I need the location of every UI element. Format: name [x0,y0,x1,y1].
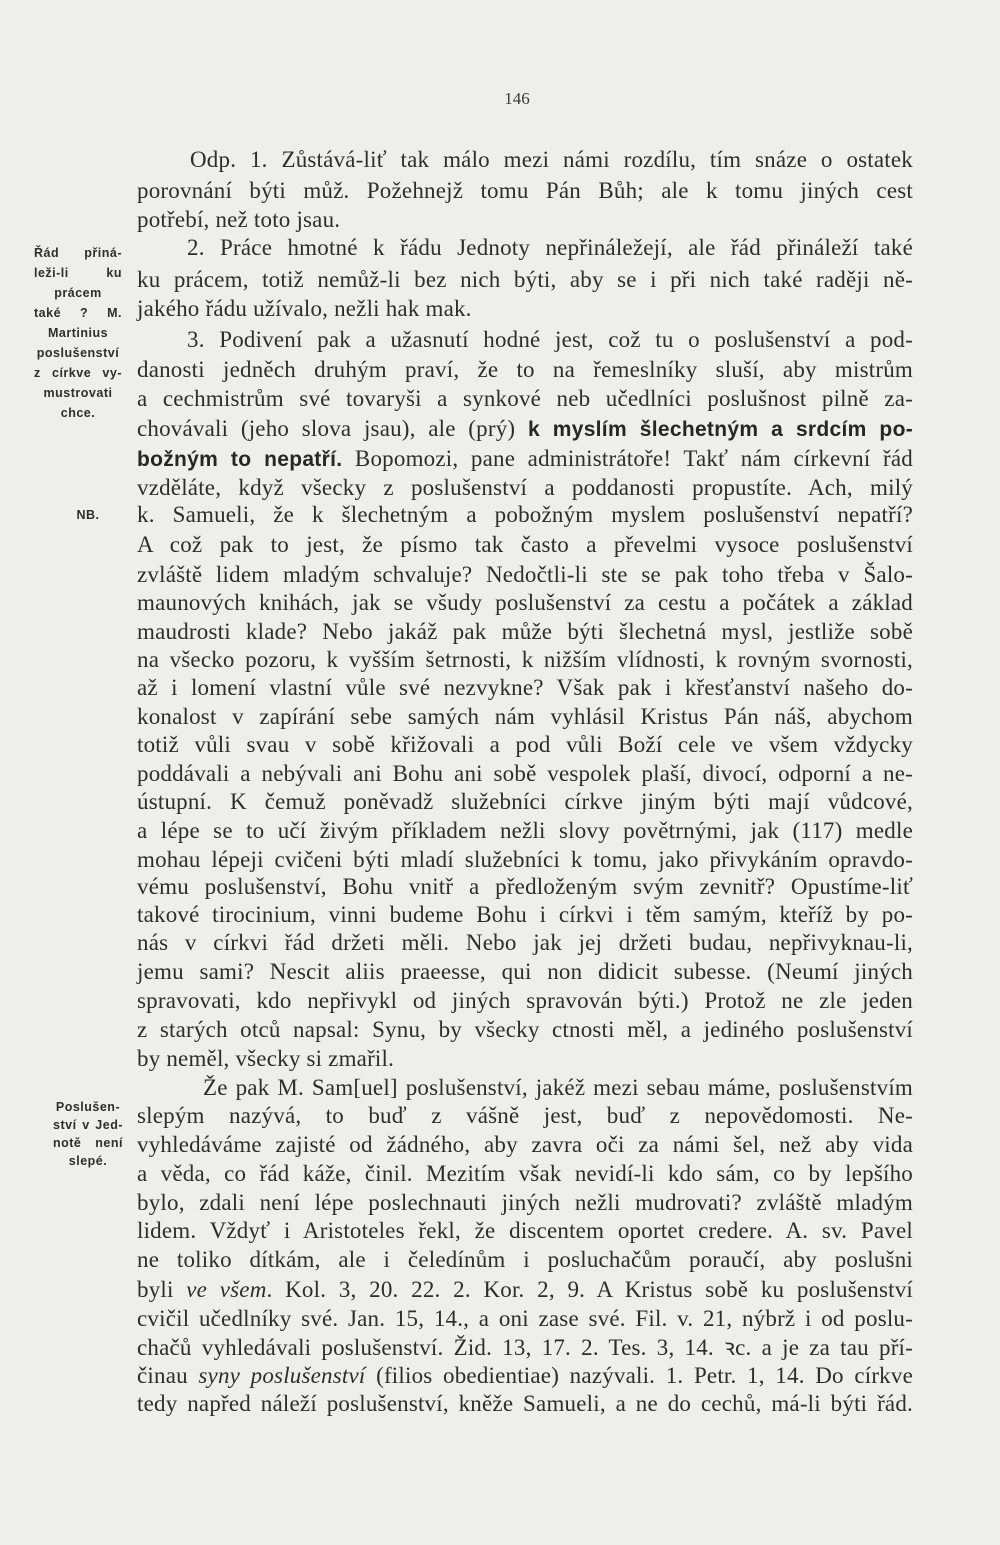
text-line: na všecko pozoru, k vyšším šetrnosti, k nižším vlídnosti, k rovným svornosti, [137,647,913,672]
emphasis-italic: ve všem [186,1277,267,1302]
text-line [137,1276,913,1304]
text-line: vému poslušenství, Bohu vnitř a předloženým svým zevnitř? Opustíme-liť [137,874,913,899]
margin-note-line: Poslušen- [55,1100,121,1114]
emphasis-bold: božným to nepatří. [137,448,343,471]
text-line: spravovati, kdo nepřivykl od jiných spravován býti.) Protož ne zle jeden [137,988,913,1013]
text-line [137,415,913,443]
text-line: bylo, zdali není lépe poslechnauti jiných nežli mudrovati? zvláště mladým [137,1190,913,1215]
margin-note-line: mustrovati [43,386,113,400]
text-line: 2. Práce hmotné k řádu Jednoty nepřináležejí, ale řád přináleží také [187,235,913,260]
text-line: a věda, co řád káže, činil. Mezitím však nevidí-li kdo sám, co by lepšího [137,1161,913,1186]
text-line: nás v církvi řád držeti měli. Nebo jak jej držeti budau, nepřivyknau-li, [137,930,913,955]
text-line: mohau lépeji cvičeni býti mladí služebníci k tomu, jako přivykáním opravdo- [137,847,913,872]
text-line: poddávali a nebývali ani Bohu ani sobě vespolek plaší, divocí, odporní a ne- [137,761,913,786]
margin-note-line: Řád přiná- [34,246,122,260]
text-line: maudrosti klade? Nebo jakáž pak může býti šlechetná mysl, jestliže sobě [137,619,913,644]
text-segment: činau [137,1363,199,1388]
text-line: jemu sami? Nescit aliis praeesse, qui non didicit subesse. (Neumí jiných [137,959,913,984]
margin-note-line: notě není [53,1136,123,1150]
text-line: porovnání býti můž. Požehnejž tomu Pán Bůh; ale k tomu jiných cest [137,178,913,203]
text-segment: . Kol. 3, 20. 22. 2. Kor. 2, 9. A Kristus sobě ku poslušenství [266,1277,914,1302]
text-line: z starých otců napsal: Synu, by všecky ctnosti měl, a jediného poslušenství [137,1017,913,1042]
text-line: Odp. 1. Zůstává-liť tak málo mezi námi rozdílu, tím snáze o ostatek [190,147,913,172]
text-line: A což pak to jest, že písmo tak často a převelmi vysoce poslušenství [137,532,913,557]
text-line: zvláště lidem mladým schvaluje? Nedočtli-li ste se pak toho třeba v Šalo- [137,562,913,587]
margin-note-line: leži-li ku [34,266,122,280]
text-segment: byli [137,1277,187,1302]
text-segment: Bopomozi, pane administrátoře! Takť nám církevní řád [342,446,913,471]
text-line: jakého řádu užívalo, nežli hak mak. [137,296,472,321]
text-line: vzděláte, když všecky z poslušenství a poddanosti propustíte. Ach, milý [137,475,913,500]
text-line: ne toliko dítkám, ale i čeledínům i posluchačům poraučí, aby poslušni [137,1247,913,1272]
text-line: chačů vyhledávali poslušenství. Žid. 13, 17. 2. Tes. 3, 14. ꝛc. a je za tau pří- [137,1335,913,1360]
text-line [137,1362,913,1390]
text-line: a cechmistrům své tovaryši a synkové neb učedlníci poslušnost pilně za- [137,386,913,411]
margin-note-line: také ? M. [34,306,122,320]
text-line: takové tirocinium, vinni budeme Bohu i církvi i těm samým, kteříž by po- [137,902,913,927]
margin-note-line: prácem [54,286,102,300]
margin-note-line: ství v Jed- [53,1118,123,1132]
text-line: slepým nazývá, to buď z vášně jest, buď z nepovědomosti. Ne- [137,1103,913,1128]
text-line: 3. Podivení pak a užasnutí hodné jest, což tu o poslušenství a pod- [187,327,913,352]
text-line: tedy napřed náleží poslušenství, kněže Samueli, a ne do cechů, má-li býti řád. [137,1391,913,1416]
text-line: konalost v zapírání sebe samých nám vyhlásil Kristus Pán náš, abychom [137,704,913,729]
text-line: maunových knihách, jak se všudy poslušenství za cestu a počátek a základ [137,590,913,615]
margin-note-line: NB. [76,508,100,522]
margin-note-line: poslušenství [36,346,120,360]
text-line: až i lomení vlastní vůle své nezvykne? Však pak i křesťanství našeho do- [137,675,913,700]
emphasis-bold: k myslím šlechetným a srdcím po- [527,418,913,441]
text-line: ústupní. K čemuž poněvadž služebníci církve jiným býti mají vůdcové, [137,789,913,814]
text-segment: (filios obedientiae) nazývali. 1. Petr. 1, 14. Do církve [365,1363,913,1388]
margin-note-line: z církve vy- [34,366,122,380]
emphasis-italic: syny poslušenství [198,1363,366,1388]
text-line: k. Samueli, že k šlechetným a pobožným myslem poslušenství nepatří? [137,502,913,527]
margin-note [34,243,122,423]
text-line: Že pak M. Sam[uel] poslušenství, jakéž mezi sebau máme, poslušenstvím [203,1075,913,1100]
margin-note-line: Martinius [47,326,109,340]
margin-note-line: slepé. [68,1154,108,1168]
text-line: totiž vůli svau v sobě křižovali a pod vůli Boží cele ve všem vždycky [137,732,913,757]
text-line: potřebí, než toto jsau. [137,207,341,232]
text-line: ku prácem, totiž nemůž-li bez nich býti, aby se i při nich také raději ně- [137,267,913,292]
text-segment: chovávali (jeho slova jsau), ale (prý) [137,416,528,441]
text-line [137,445,913,473]
text-line: danosti jedněch druhým praví, že to na řemeslníky sluší, aby mistrům [137,357,913,382]
margin-note-nb [70,505,106,525]
margin-note-line: chce. [60,406,96,420]
text-line: cvičil učedlníky své. Jan. 15, 14., a oni zase své. Fil. v. 21, nýbrž i od poslu- [137,1306,913,1331]
text-line: a lépe se to učí živým příkladem nežli slovy povětrnými, jak (117) medle [137,818,913,843]
text-line: lidem. Vždyť i Aristoteles řekl, že discentem oportet credere. A. sv. Pavel [137,1218,913,1243]
text-line: by neměl, všecky si zmařil. [137,1046,395,1071]
text-line: vyhledáváme zajisté od žádného, aby zavra oči za námi šel, než aby vida [137,1132,913,1157]
page-number: 146 [504,89,530,108]
margin-note [53,1098,123,1170]
